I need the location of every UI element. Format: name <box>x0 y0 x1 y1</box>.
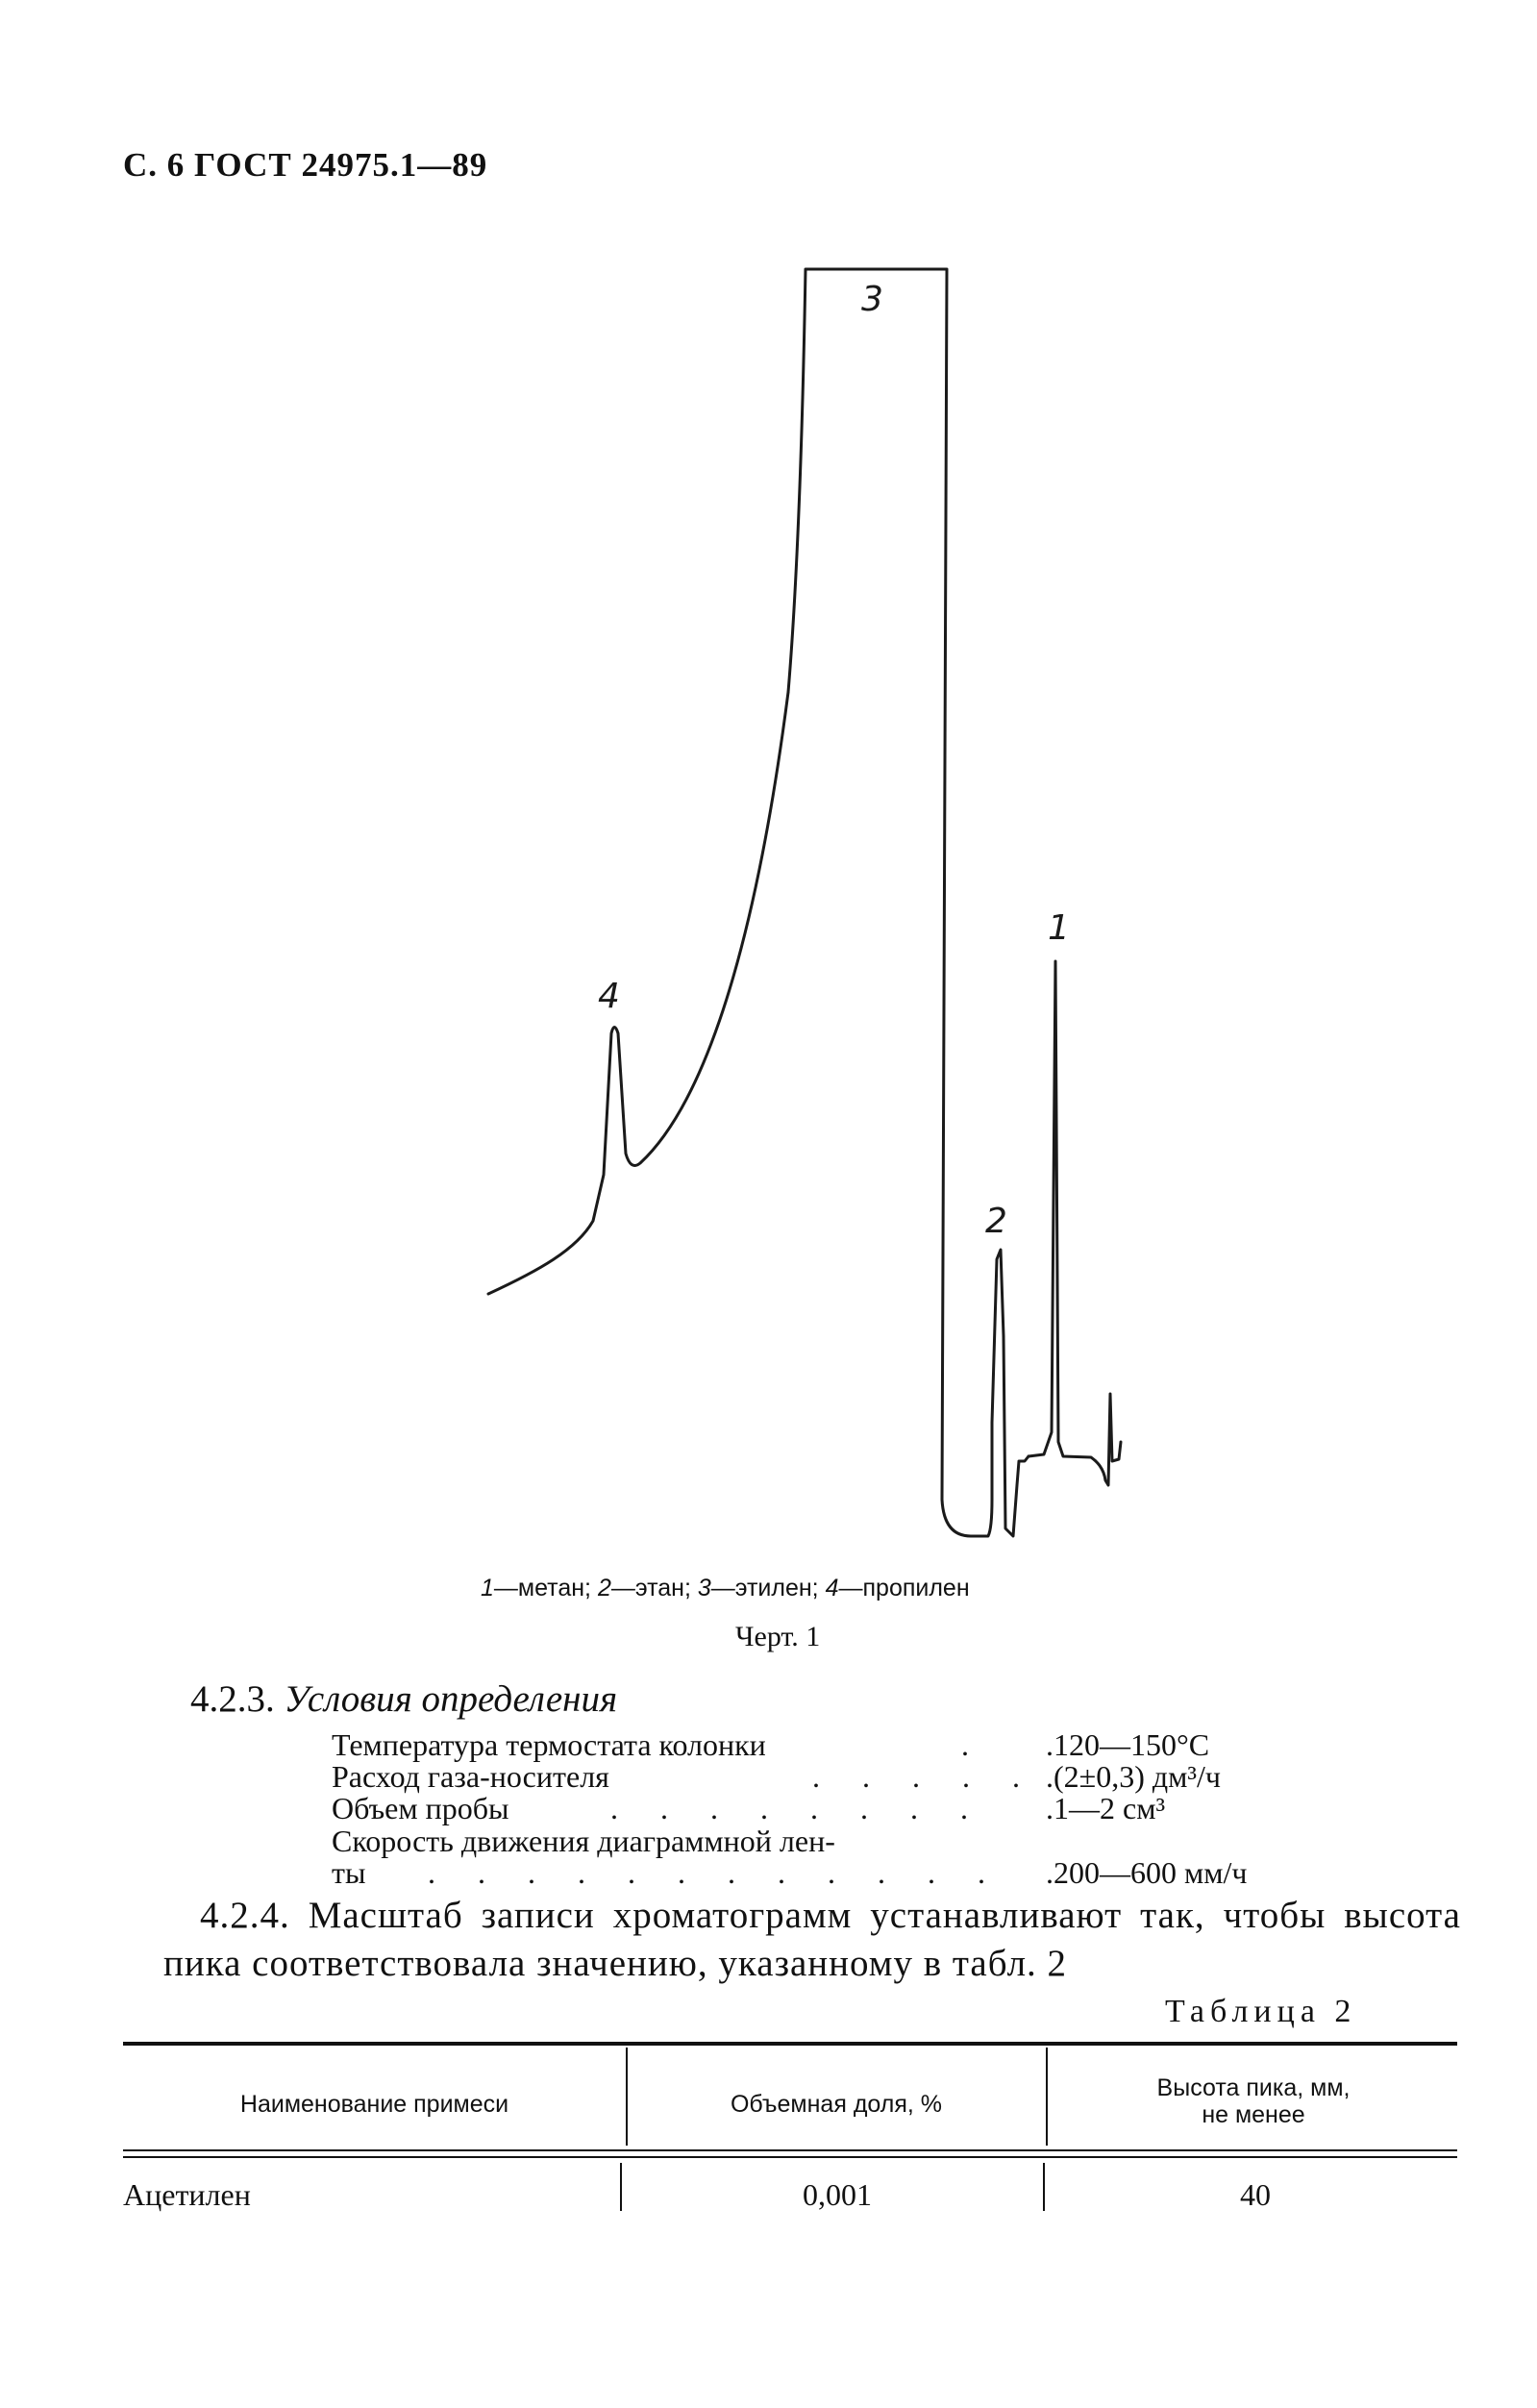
legend-text-2: —этан; <box>610 1575 691 1601</box>
peak-label-1: 1 <box>1048 908 1070 948</box>
condition-label: ты <box>332 1855 366 1890</box>
table-header-rule-2 <box>123 2156 1457 2158</box>
paragraph-4-2-4: 4.2.4. Масштаб записи хроматограмм устанавливают так, чтобы высота пика соответствовала значению, указанному в табл. 2 <box>163 1895 1461 1984</box>
table-header-height-line2: не менее <box>1202 2101 1305 2128</box>
peak-label-3: 3 <box>861 280 883 319</box>
table-header-height <box>1050 2074 1457 2128</box>
condition-value: .1—2 см³ <box>1046 1791 1166 1825</box>
leader-dots: . . . . . . . . . . . . <box>428 1855 1003 1890</box>
legend-num-3: 3 <box>697 1575 711 1601</box>
legend-text-3: —этилен; <box>710 1575 819 1601</box>
condition-value: .120—150°С <box>1046 1727 1210 1762</box>
table-header-height-line1: Высота пика, мм, <box>1156 2074 1351 2101</box>
condition-label: Температура термостата колонки <box>332 1727 766 1762</box>
figure-caption: Черт. 1 <box>735 1621 821 1652</box>
page-header: С. 6 ГОСТ 24975.1—89 <box>123 146 488 184</box>
column-separator <box>620 2163 622 2211</box>
legend-text-1: —метан; <box>493 1575 591 1601</box>
condition-label: Расход газа-носителя <box>332 1759 609 1794</box>
table-cell-name: Ацетилен <box>123 2177 251 2212</box>
condition-label: Объем пробы <box>332 1791 509 1825</box>
legend-num-4: 4 <box>825 1575 839 1601</box>
table-caption: Таблица 2 <box>1165 1994 1357 2029</box>
table-cell-height: 40 <box>1240 2177 1271 2212</box>
column-separator <box>626 2048 628 2146</box>
legend-num-1: 1 <box>481 1575 494 1601</box>
legend-text-4: —пропилен <box>838 1575 970 1601</box>
table-header-fraction: Объемная доля, % <box>730 2091 943 2118</box>
peak-label-2: 2 <box>985 1202 1007 1241</box>
leader-dots: . . . . . . . . <box>610 1791 985 1825</box>
trace-methane-peak <box>1029 961 1121 1485</box>
section-number: 4.2.3. <box>190 1678 275 1720</box>
condition-value: .200—600 мм/ч <box>1046 1855 1248 1890</box>
table-header-name: Наименование примеси <box>239 2091 509 2118</box>
trace-propylene-peak <box>488 692 788 1294</box>
leader-dots: . . . . . <box>812 1759 1037 1794</box>
table-header-rule-1 <box>123 2149 1457 2151</box>
section-heading <box>190 1677 617 1721</box>
trace-ethane-peak <box>992 1250 1029 1536</box>
trace-ethylene-peak <box>788 269 992 1536</box>
peak-label-4: 4 <box>598 977 620 1016</box>
leader-dots: . <box>961 1727 986 1762</box>
column-separator <box>1046 2048 1048 2146</box>
section-title: Условия определения <box>284 1678 618 1720</box>
figure-legend <box>481 1575 970 1602</box>
table-cell-fraction: 0,001 <box>803 2177 872 2212</box>
column-separator <box>1043 2163 1045 2211</box>
condition-value: .(2±0,3) дм³/ч <box>1046 1759 1221 1794</box>
table-top-rule <box>123 2042 1457 2046</box>
legend-num-2: 2 <box>597 1575 611 1601</box>
condition-label: Скорость движения диаграммной лен- <box>332 1824 835 1858</box>
